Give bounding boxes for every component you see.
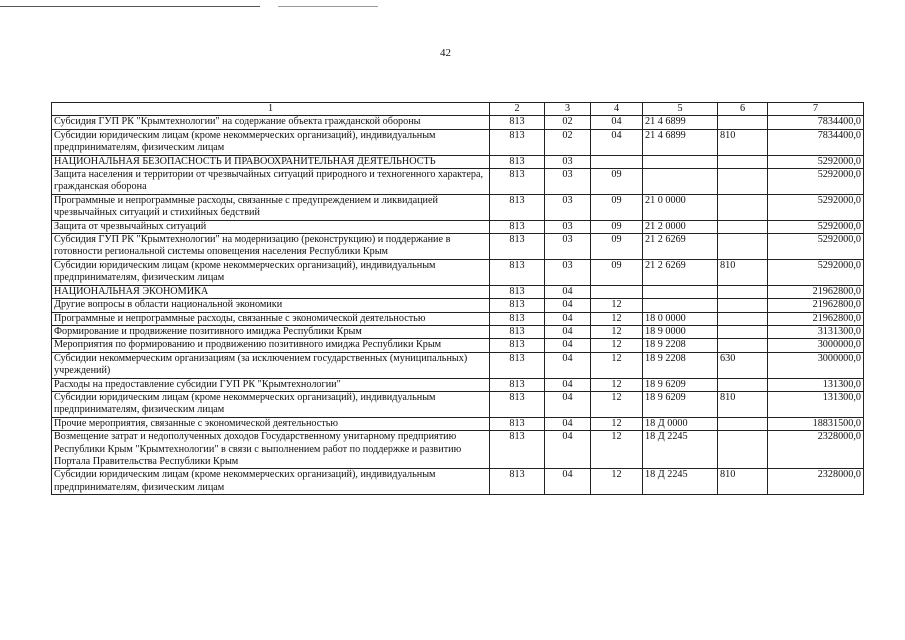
expense-type-cell	[718, 431, 768, 469]
row-name-cell: Субсидии некоммерческим организациям (за исключением государственных (муниципальных) учреждений)	[52, 352, 490, 378]
admin-code-cell: 813	[490, 169, 545, 195]
section-code-cell: 03	[545, 169, 591, 195]
top-rule	[0, 6, 260, 7]
expense-type-cell: 810	[718, 129, 768, 155]
target-article-cell	[643, 299, 718, 312]
expense-type-cell	[718, 339, 768, 352]
section-code-cell: 04	[545, 431, 591, 469]
admin-code-cell: 813	[490, 431, 545, 469]
target-article-cell: 21 2 6269	[643, 234, 718, 260]
amount-cell: 2328000,0	[768, 431, 864, 469]
admin-code-cell: 813	[490, 220, 545, 233]
section-code-cell: 04	[545, 378, 591, 391]
row-name-cell: Субсидии юридическим лицам (кроме некоммерческих организаций), индивидуальным предпринимателям, физическим лицам	[52, 259, 490, 285]
target-article-cell	[643, 155, 718, 168]
section-code-cell: 04	[545, 312, 591, 325]
expense-type-cell	[718, 234, 768, 260]
admin-code-cell: 813	[490, 116, 545, 129]
expense-type-cell	[718, 378, 768, 391]
row-name-cell: НАЦИОНАЛЬНАЯ БЕЗОПАСНОСТЬ И ПРАВООХРАНИТЕЛЬНАЯ ДЕЯТЕЛЬНОСТЬ	[52, 155, 490, 168]
amount-cell: 18831500,0	[768, 417, 864, 430]
admin-code-cell: 813	[490, 259, 545, 285]
top-rule-secondary	[278, 6, 378, 7]
table-row	[52, 220, 864, 233]
section-code-cell: 03	[545, 234, 591, 260]
table-row	[52, 391, 864, 417]
section-code-cell: 02	[545, 129, 591, 155]
expense-type-cell: 810	[718, 259, 768, 285]
amount-cell: 5292000,0	[768, 194, 864, 220]
row-name-cell: Субсидии юридическим лицам (кроме некоммерческих организаций), индивидуальным предпринимателям, физическим лицам	[52, 469, 490, 495]
row-name-cell: Формирование и продвижение позитивного имиджа Республики Крым	[52, 325, 490, 338]
section-code-cell: 04	[545, 299, 591, 312]
table-row	[52, 378, 864, 391]
subsection-code-cell: 09	[591, 194, 643, 220]
table-row	[52, 116, 864, 129]
table-row	[52, 417, 864, 430]
row-name-cell: Защита населения и территории от чрезвычайных ситуаций природного и техногенного характера, гражданская оборона	[52, 169, 490, 195]
column-number: 1	[52, 103, 490, 116]
subsection-code-cell	[591, 285, 643, 298]
column-number: 7	[768, 103, 864, 116]
expense-type-cell	[718, 220, 768, 233]
target-article-cell: 18 0 0000	[643, 312, 718, 325]
expense-type-cell	[718, 285, 768, 298]
admin-code-cell: 813	[490, 325, 545, 338]
admin-code-cell: 813	[490, 285, 545, 298]
subsection-code-cell	[591, 155, 643, 168]
section-code-cell: 03	[545, 220, 591, 233]
subsection-code-cell: 12	[591, 469, 643, 495]
amount-cell: 21962800,0	[768, 312, 864, 325]
amount-cell: 131300,0	[768, 378, 864, 391]
admin-code-cell: 813	[490, 234, 545, 260]
section-code-cell: 02	[545, 116, 591, 129]
amount-cell: 5292000,0	[768, 234, 864, 260]
row-name-cell: НАЦИОНАЛЬНАЯ ЭКОНОМИКА	[52, 285, 490, 298]
row-name-cell: Субсидия ГУП РК "Крымтехнологии" на модернизацию (реконструкцию) и поддержание в готовности региональной системы оповещения населения Республики Крым	[52, 234, 490, 260]
budget-table-body	[52, 103, 864, 495]
target-article-cell	[643, 285, 718, 298]
amount-cell: 131300,0	[768, 391, 864, 417]
amount-cell: 5292000,0	[768, 155, 864, 168]
subsection-code-cell: 12	[591, 352, 643, 378]
target-article-cell: 18 9 6209	[643, 378, 718, 391]
table-row	[52, 431, 864, 469]
row-name-cell: Мероприятия по формированию и продвижению позитивного имиджа Республики Крым	[52, 339, 490, 352]
admin-code-cell: 813	[490, 417, 545, 430]
subsection-code-cell: 04	[591, 129, 643, 155]
admin-code-cell: 813	[490, 339, 545, 352]
target-article-cell: 18 Д 2245	[643, 469, 718, 495]
row-name-cell: Программные и непрограммные расходы, связанные с предупреждением и ликвидацией чрезвычайных ситуаций и стихийных бедствий	[52, 194, 490, 220]
section-code-cell: 04	[545, 391, 591, 417]
target-article-cell: 21 4 6899	[643, 116, 718, 129]
amount-cell: 5292000,0	[768, 169, 864, 195]
column-number: 4	[591, 103, 643, 116]
admin-code-cell: 813	[490, 129, 545, 155]
target-article-cell: 18 Д 2245	[643, 431, 718, 469]
table-row	[52, 339, 864, 352]
expense-type-cell	[718, 194, 768, 220]
table-row	[52, 169, 864, 195]
target-article-cell: 21 0 0000	[643, 194, 718, 220]
amount-cell: 7834400,0	[768, 129, 864, 155]
target-article-cell: 21 4 6899	[643, 129, 718, 155]
table-row	[52, 259, 864, 285]
admin-code-cell: 813	[490, 312, 545, 325]
target-article-cell: 18 9 2208	[643, 339, 718, 352]
row-name-cell: Защита от чрезвычайных ситуаций	[52, 220, 490, 233]
column-number: 2	[490, 103, 545, 116]
expense-type-cell	[718, 116, 768, 129]
subsection-code-cell: 09	[591, 234, 643, 260]
section-code-cell: 03	[545, 194, 591, 220]
section-code-cell: 04	[545, 469, 591, 495]
amount-cell: 21962800,0	[768, 285, 864, 298]
table-row	[52, 469, 864, 495]
row-name-cell: Субсидии юридическим лицам (кроме некоммерческих организаций), индивидуальным предпринимателям, физическим лицам	[52, 391, 490, 417]
amount-cell: 3000000,0	[768, 339, 864, 352]
amount-cell: 7834400,0	[768, 116, 864, 129]
row-name-cell: Субсидии юридическим лицам (кроме некоммерческих организаций), индивидуальным предпринимателям, физическим лицам	[52, 129, 490, 155]
row-name-cell: Программные и непрограммные расходы, связанные с экономической деятельностью	[52, 312, 490, 325]
row-name-cell: Расходы на предоставление субсидии ГУП РК "Крымтехнологии"	[52, 378, 490, 391]
target-article-cell: 21 2 0000	[643, 220, 718, 233]
row-name-cell: Субсидия ГУП РК "Крымтехнологии" на содержание объекта гражданской обороны	[52, 116, 490, 129]
section-code-cell: 04	[545, 325, 591, 338]
subsection-code-cell: 09	[591, 259, 643, 285]
table-row	[52, 234, 864, 260]
section-code-cell: 04	[545, 417, 591, 430]
admin-code-cell: 813	[490, 352, 545, 378]
section-code-cell: 03	[545, 155, 591, 168]
row-name-cell: Прочие мероприятия, связанные с экономической деятельностью	[52, 417, 490, 430]
target-article-cell: 18 9 2208	[643, 352, 718, 378]
expense-type-cell	[718, 299, 768, 312]
row-name-cell: Возмещение затрат и недополученных доходов Государственному унитарному предприятию Республики Крым "Крымтехнологии" в связи с выполнением работ по поддержке и развитию Портала Правительства Республики Крым	[52, 431, 490, 469]
table-row	[52, 155, 864, 168]
column-number-row	[52, 103, 864, 116]
table-row	[52, 285, 864, 298]
expense-type-cell	[718, 417, 768, 430]
section-code-cell: 04	[545, 285, 591, 298]
table-row	[52, 312, 864, 325]
row-name-cell: Другие вопросы в области национальной экономики	[52, 299, 490, 312]
subsection-code-cell: 12	[591, 339, 643, 352]
amount-cell: 5292000,0	[768, 259, 864, 285]
admin-code-cell: 813	[490, 378, 545, 391]
section-code-cell: 04	[545, 352, 591, 378]
amount-cell: 3000000,0	[768, 352, 864, 378]
subsection-code-cell: 12	[591, 391, 643, 417]
subsection-code-cell: 12	[591, 417, 643, 430]
subsection-code-cell: 12	[591, 378, 643, 391]
expense-type-cell	[718, 312, 768, 325]
amount-cell: 2328000,0	[768, 469, 864, 495]
target-article-cell: 18 Д 0000	[643, 417, 718, 430]
subsection-code-cell: 09	[591, 169, 643, 195]
table-row	[52, 194, 864, 220]
target-article-cell: 18 9 0000	[643, 325, 718, 338]
table-row	[52, 129, 864, 155]
table-row	[52, 352, 864, 378]
subsection-code-cell: 12	[591, 312, 643, 325]
section-code-cell: 04	[545, 339, 591, 352]
admin-code-cell: 813	[490, 299, 545, 312]
admin-code-cell: 813	[490, 155, 545, 168]
column-number: 6	[718, 103, 768, 116]
expense-type-cell	[718, 155, 768, 168]
expense-type-cell	[718, 325, 768, 338]
expense-type-cell	[718, 169, 768, 195]
expense-type-cell: 810	[718, 391, 768, 417]
amount-cell: 3131300,0	[768, 325, 864, 338]
expense-type-cell: 630	[718, 352, 768, 378]
budget-table	[51, 102, 864, 495]
target-article-cell: 18 9 6209	[643, 391, 718, 417]
table-row	[52, 299, 864, 312]
column-number: 5	[643, 103, 718, 116]
subsection-code-cell: 12	[591, 431, 643, 469]
expense-type-cell: 810	[718, 469, 768, 495]
section-code-cell: 03	[545, 259, 591, 285]
amount-cell: 21962800,0	[768, 299, 864, 312]
subsection-code-cell: 12	[591, 325, 643, 338]
admin-code-cell: 813	[490, 194, 545, 220]
subsection-code-cell: 12	[591, 299, 643, 312]
subsection-code-cell: 09	[591, 220, 643, 233]
page-number: 42	[440, 47, 451, 59]
admin-code-cell: 813	[490, 391, 545, 417]
subsection-code-cell: 04	[591, 116, 643, 129]
table-row	[52, 325, 864, 338]
admin-code-cell: 813	[490, 469, 545, 495]
amount-cell: 5292000,0	[768, 220, 864, 233]
target-article-cell: 21 2 6269	[643, 259, 718, 285]
target-article-cell	[643, 169, 718, 195]
column-number: 3	[545, 103, 591, 116]
